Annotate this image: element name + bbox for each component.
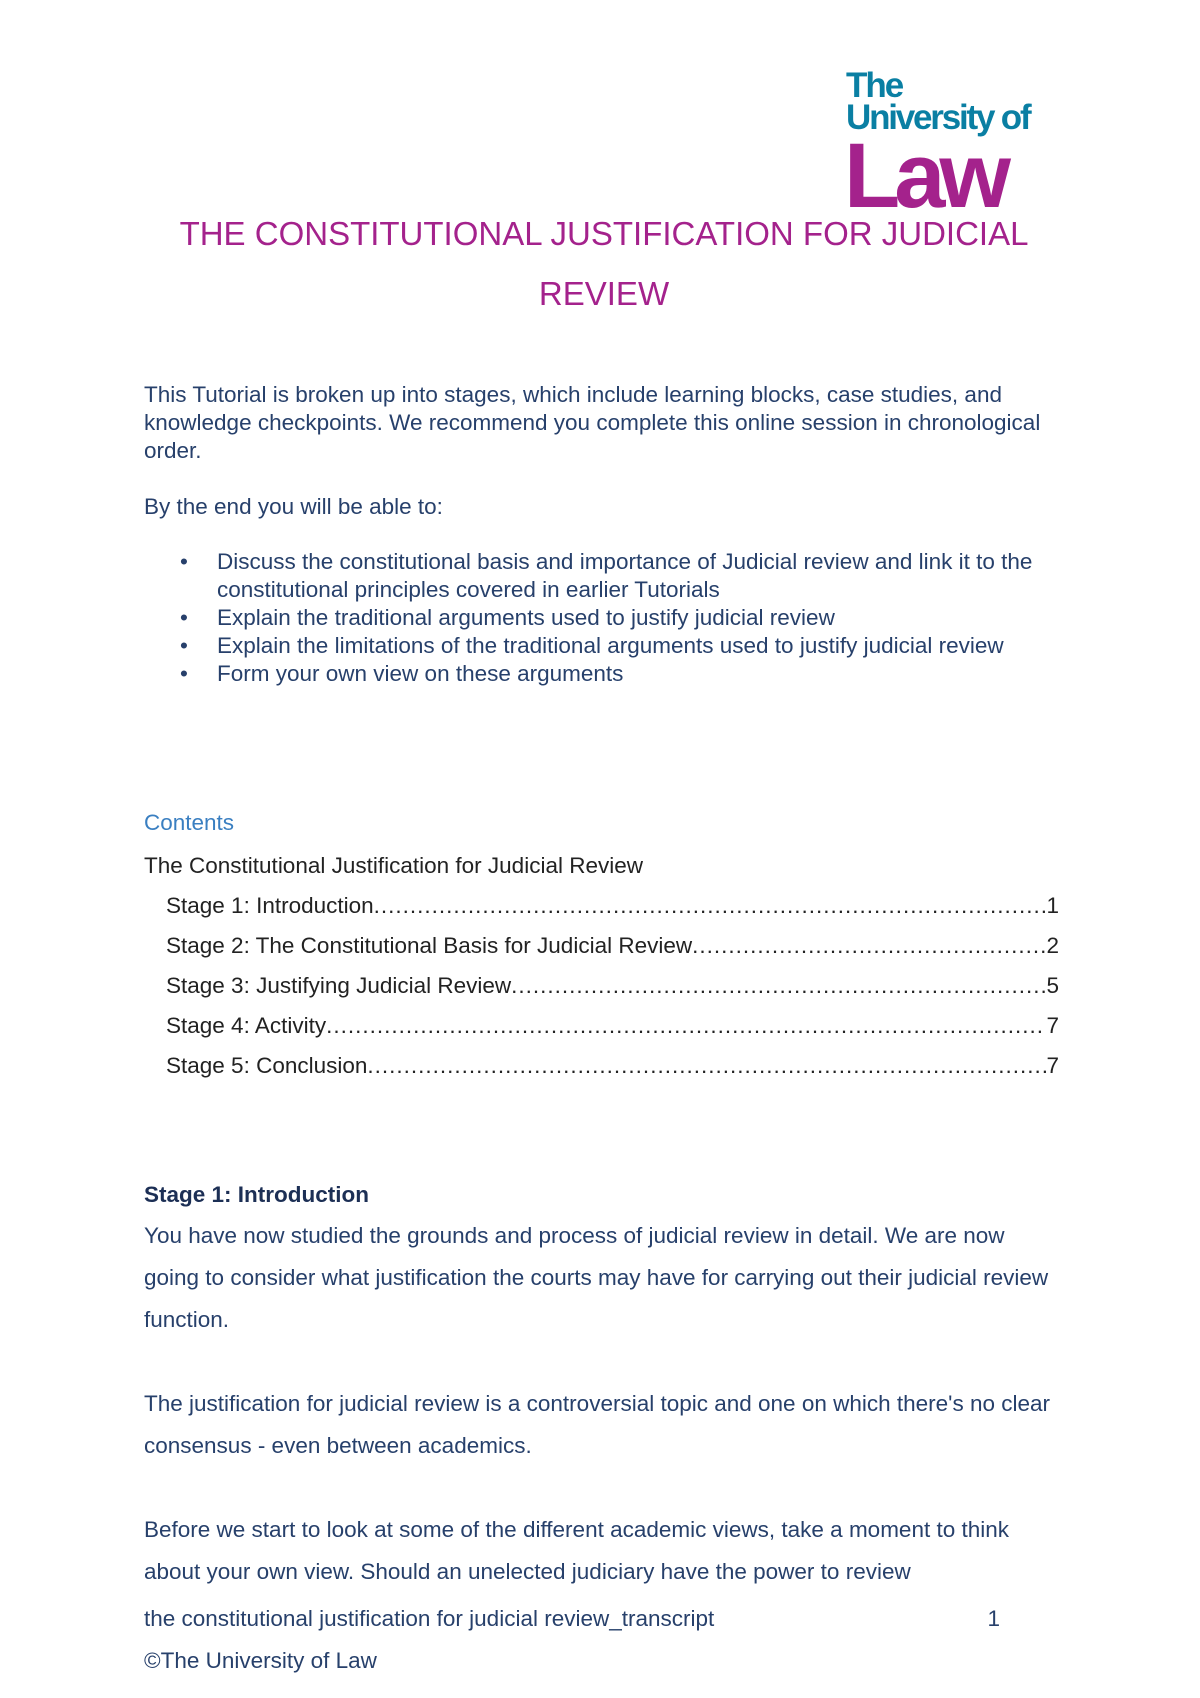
bullet-icon: • [180, 633, 188, 658]
page-title-line-1: THE CONSTITUTIONAL JUSTIFICATION FOR JUDICIAL [179, 215, 1029, 252]
toc-dot-leader [692, 933, 1046, 959]
outcome-text: Discuss the constitutional basis and importance of Judicial review and link it to the constitutional principles covered in earlier Tutorials [217, 549, 1033, 602]
university-logo [844, 66, 1030, 227]
toc-entry-stage-3[interactable] [166, 973, 1059, 1013]
toc-entry-stage-5[interactable] [166, 1053, 1059, 1093]
outcome-text: Explain the limitations of the traditional arguments used to justify judicial review [217, 633, 1004, 658]
toc-page-number: 5 [1046, 973, 1059, 998]
list-item [144, 604, 1064, 632]
toc-page-number: 2 [1046, 933, 1059, 958]
list-item [144, 632, 1064, 660]
intro-paragraph: This Tutorial is broken up into stages, which include learning blocks, case studies, and knowledge checkpoints. We recommend you complete this online session in chronological order. [144, 382, 1041, 463]
stage-1-heading: Stage 1: Introduction [144, 1182, 369, 1207]
outcomes-lead: By the end you will be able to: [144, 494, 443, 519]
bullet-icon: • [180, 661, 188, 686]
toc-dot-leader [374, 893, 1047, 919]
table-of-contents [166, 893, 1059, 1093]
logo-line-university-of: University of [846, 98, 1030, 137]
toc-entry-label: Stage 5: Conclusion [166, 1053, 368, 1078]
outcome-text: Explain the traditional arguments used to justify judicial review [217, 605, 835, 630]
logo-line-law: Law [844, 125, 1005, 227]
outcome-text: Form your own view on these arguments [217, 661, 624, 686]
toc-page-number: 7 [1046, 1013, 1059, 1038]
toc-entry-label: Stage 3: Justifying Judicial Review [166, 973, 512, 998]
page-title-line-2: REVIEW [538, 275, 670, 312]
toc-dot-leader [367, 1053, 1046, 1079]
footer-page-number: 1 [987, 1606, 1000, 1631]
stage-1-paragraph: The justification for judicial review is a controversial topic and one on which there's no clear consensus - even between academics. [144, 1391, 1050, 1458]
footer-copyright: ©The University of Law [144, 1648, 377, 1673]
stage-1-paragraph: You have now studied the grounds and process of judicial review in detail. We are now going to consider what justification the courts may have for carrying out their judicial review function. [144, 1223, 1049, 1332]
bullet-icon: • [180, 605, 188, 630]
toc-entry-label: Stage 1: Introduction [166, 893, 374, 918]
contents-heading: Contents [144, 810, 235, 835]
toc-dot-leader [326, 1013, 1046, 1039]
toc-page-number: 1 [1046, 893, 1059, 918]
page-title [130, 204, 1078, 324]
list-item [144, 660, 1064, 688]
stage-1-paragraph: Before we start to look at some of the different academic views, take a moment to think about your own view. Should an unelected judiciary have the power to review [144, 1517, 1010, 1584]
list-item [144, 548, 1064, 604]
toc-dot-leader [511, 973, 1046, 999]
learning-outcomes-list [144, 548, 1064, 688]
toc-main-entry[interactable]: The Constitutional Justification for Judicial Review [144, 853, 643, 878]
toc-entry-stage-4[interactable] [166, 1013, 1059, 1053]
footer-document-title: the constitutional justification for judicial review_transcript [144, 1606, 715, 1631]
bullet-icon: • [180, 549, 188, 574]
logo-line-the: The [846, 66, 903, 105]
toc-entry-stage-2[interactable] [166, 933, 1059, 973]
toc-page-number: 7 [1046, 1053, 1059, 1078]
toc-entry-label: Stage 2: The Constitutional Basis for Judicial Review [166, 933, 693, 958]
toc-entry-label: Stage 4: Activity [166, 1013, 327, 1038]
toc-entry-stage-1[interactable] [166, 893, 1059, 933]
